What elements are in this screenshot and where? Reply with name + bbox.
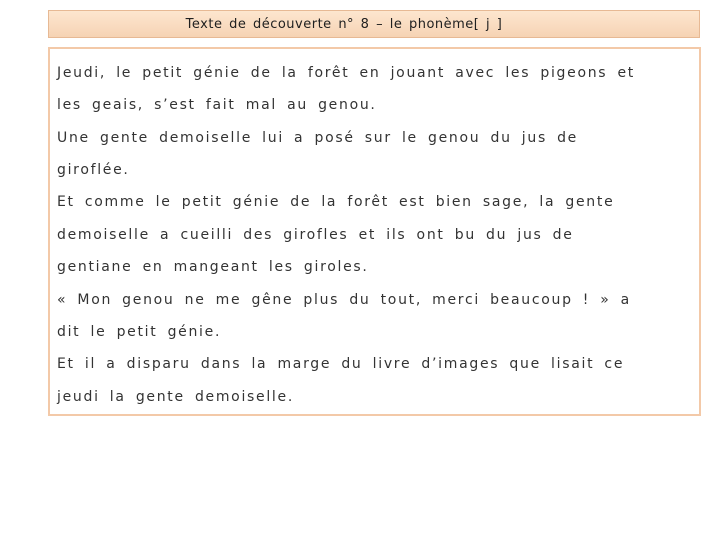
text-line: Jeudi, le petit génie de la forêt en jouant avec les pigeons et: [57, 65, 635, 81]
text-line: Et comme le petit génie de la forêt est bien sage, la gente: [57, 194, 615, 210]
text-line: demoiselle a cueilli des girofles et ils ont bu du jus de: [57, 227, 574, 243]
text-line: giroflée.: [57, 162, 130, 178]
text-line: « Mon genou ne me gêne plus du tout, merci beaucoup ! » a: [57, 292, 631, 308]
text-line: les geais, s’est fait mal au genou.: [57, 97, 377, 113]
text-line: dit le petit génie.: [57, 324, 222, 340]
document-title: Texte de découverte n° 8 – le phonème[ j ]: [185, 16, 503, 32]
title-banner: [48, 10, 700, 38]
text-frame: [48, 47, 701, 416]
text-line: gentiane en mangeant les giroles.: [57, 259, 369, 275]
text-line: Et il a disparu dans la marge du livre d’images que lisait ce: [57, 356, 625, 372]
text-line: Une gente demoiselle lui a posé sur le genou du jus de: [57, 130, 578, 146]
text-line: jeudi la gente demoiselle.: [57, 389, 294, 405]
